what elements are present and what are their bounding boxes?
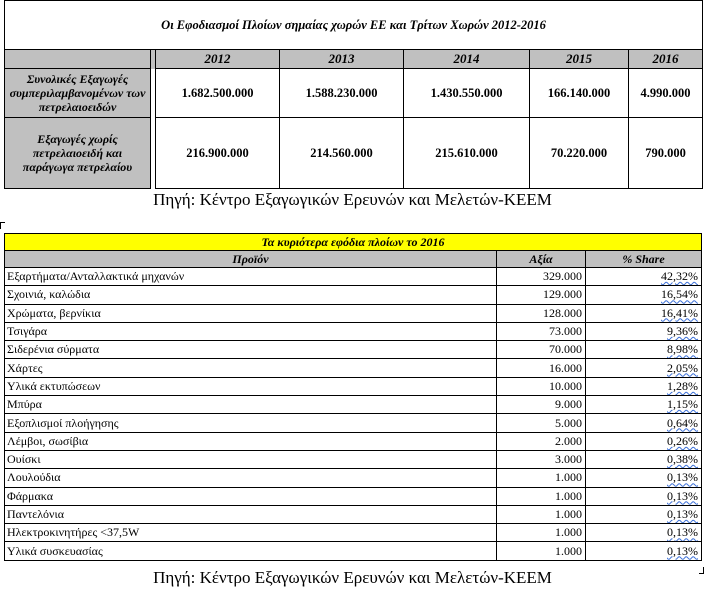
share-cell [586,524,702,542]
year-header: 2013 [280,50,404,69]
year-header: 2015 [530,50,629,69]
value-cell: 70.220.000 [530,118,629,189]
share-value: 8,98% [667,342,698,357]
share-value: 42,32% [661,269,698,284]
share-cell [586,505,702,523]
product-cell: Ηλεκτροκινητήρες <37,5W [5,524,497,542]
row-label: Συνολικές Εξαγωγές συμπεριλαμβανομένων των πετρελαιοειδών [5,69,151,118]
table-row [5,341,702,359]
table1-source-caption: Πηγή: Κέντρο Εξαγωγικών Ερευνών και Μελετών-ΚΕΕΜ [153,190,552,209]
product-cell: Εξαρτήματα/Ανταλλακτικά μηχανών [5,268,497,286]
table-row [5,487,702,505]
column-header-share: % Share [586,251,702,268]
value-cell: 1.000 [497,487,586,505]
value-cell: 1.000 [497,542,586,560]
value-cell: 1.588.230.000 [280,69,404,118]
share-cell [586,542,702,560]
table-row [5,469,702,487]
product-cell: Φάρμακα [5,487,497,505]
value-cell: 129.000 [497,286,586,304]
value-cell: 3.000 [497,450,586,468]
share-cell [586,322,702,340]
value-cell: 1.000 [497,524,586,542]
value-cell: 73.000 [497,322,586,340]
table2-source-caption: Πηγή: Κέντρο Εξαγωγικών Ερευνών και Μελετών-ΚΕΕΜ [153,568,552,587]
row-label: Εξαγωγές χωρίς πετρελαιοειδή και παράγωγα πετρελαίου [5,118,151,189]
share-value: 0,13% [667,543,698,558]
table-row [5,542,702,560]
table-row [5,69,703,118]
share-value: 0,64% [667,415,698,430]
table-row [5,377,702,395]
product-cell: Λέμβοι, σωσίβια [5,432,497,450]
value-cell: 5.000 [497,414,586,432]
table-row [5,432,702,450]
value-cell: 4.990.000 [629,69,703,118]
product-cell: Εξοπλισμοί πλοήγησης [5,414,497,432]
product-cell: Σχοινιά, καλώδια [5,286,497,304]
share-value: 0,13% [667,507,698,521]
share-cell [586,396,702,414]
value-cell: 790.000 [629,118,703,189]
table-anchor-mark [699,567,704,574]
product-cell: Λουλούδια [5,469,497,487]
table1-year-header-row [5,50,703,69]
table2-header-row [5,251,702,268]
product-cell: Παντελόνια [5,505,497,523]
share-cell [586,450,702,468]
table-row [5,322,702,340]
product-cell: Μπύρα [5,396,497,414]
year-header: 2014 [404,50,530,69]
share-value: 0,38% [667,452,698,467]
table2-title: Τα κυριότερα εφόδια πλοίων το 2016 [5,234,702,251]
share-value: 0,13% [667,470,698,485]
share-cell [586,414,702,432]
share-value: 0,13% [667,488,698,503]
exports-table [4,0,703,189]
table-row [5,524,702,542]
value-cell: 215.610.000 [404,118,530,189]
share-cell [586,487,702,505]
table-row [5,450,702,468]
product-cell: Υλικά εκτυπώσεων [5,377,497,395]
table-row [5,268,702,286]
product-cell: Ουίσκι [5,450,497,468]
value-cell: 2.000 [497,432,586,450]
value-cell: 216.900.000 [156,118,280,189]
share-value: 1,28% [667,378,698,393]
share-value: 1,15% [667,397,698,412]
share-value: 16,54% [661,287,698,302]
product-cell: Τσιγάρα [5,322,497,340]
value-cell: 166.140.000 [530,69,629,118]
table-row [5,396,702,414]
product-cell: Χρώματα, βερνίκια [5,304,497,322]
table-anchor-mark [0,222,5,229]
table1-corner-cell [5,50,151,69]
share-cell [586,341,702,359]
value-cell: 16.000 [497,359,586,377]
value-cell: 1.682.500.000 [156,69,280,118]
ship-supplies-table [4,233,702,561]
value-cell: 70.000 [497,341,586,359]
value-cell: 9.000 [497,396,586,414]
share-value: 16,41% [661,305,698,320]
table-row [5,118,703,189]
product-cell: Σιδερένια σύρματα [5,341,497,359]
table-row [5,304,702,322]
product-cell: Χάρτες [5,359,497,377]
column-header-product: Προϊόν [5,251,497,268]
share-cell [586,432,702,450]
share-value: 9,36% [667,324,698,339]
share-cell [586,286,702,304]
value-cell: 10.000 [497,377,586,395]
value-cell: 1.000 [497,469,586,487]
share-value: 0,26% [667,433,698,448]
share-cell [586,359,702,377]
share-cell [586,377,702,395]
value-cell: 1.000 [497,505,586,523]
value-cell: 128.000 [497,304,586,322]
share-cell [586,268,702,286]
share-cell [586,469,702,487]
share-value: 2,05% [667,360,698,375]
product-cell: Υλικά συσκευασίας [5,542,497,560]
table1-title: Οι Εφοδιασμοί Πλοίων σημαίας χωρών ΕΕ και Τρίτων Χωρών 2012-2016 [5,1,703,50]
value-cell: 1.430.550.000 [404,69,530,118]
year-header: 2012 [156,50,280,69]
value-cell: 329.000 [497,268,586,286]
table-row [5,359,702,377]
share-cell [586,304,702,322]
value-cell: 214.560.000 [280,118,404,189]
column-header-value: Αξία [497,251,586,268]
table-row [5,286,702,304]
share-value: 0,13% [667,525,698,540]
table-row [5,414,702,432]
year-header: 2016 [629,50,703,69]
table-row [5,505,702,523]
